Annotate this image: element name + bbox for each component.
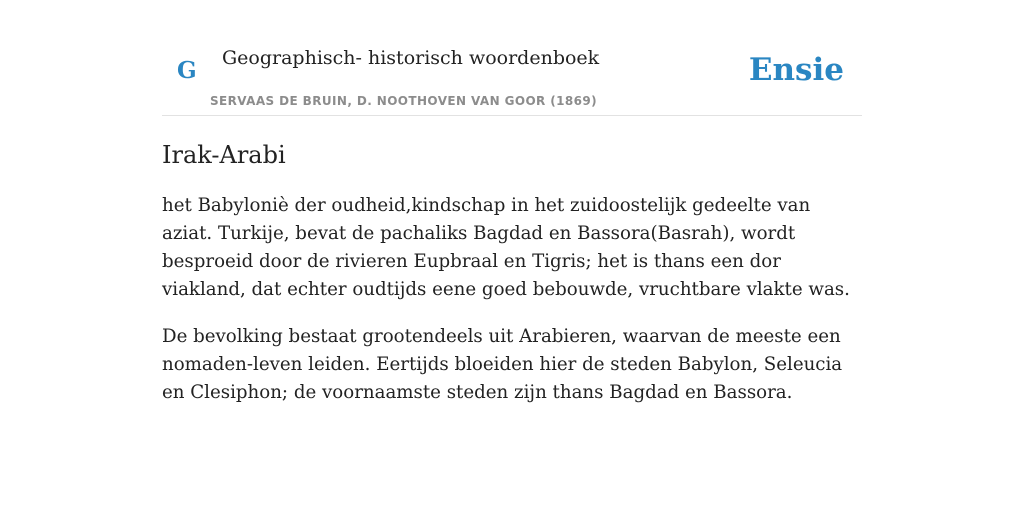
book-title[interactable]: Geographisch- historisch woordenboek bbox=[222, 47, 600, 69]
entry-title: Irak-Arabi bbox=[162, 141, 286, 169]
book-authors: SERVAAS DE BRUIN, D. NOOTHOVEN VAN GOOR (1869) bbox=[210, 94, 598, 108]
entry-body bbox=[162, 192, 862, 426]
book-letter-icon[interactable]: G bbox=[177, 57, 197, 84]
entry-paragraph: het Babyloniè der oudheid,kindschap in het zuidoostelijk gedeelte van aziat. Turkije, bevat de pachaliks Bagdad en Bassora(Basrah), wordt besproeid door de rivieren Eupbraal en Tigris; het is thans een dor viakland, dat echter oudtijds eene goed bebouwde, vruchtbare vlakte was. bbox=[162, 195, 850, 300]
entry-paragraph: De bevolking bestaat grootendeels uit Arabieren, waarvan de meeste een nomaden-leven leiden. Eertijds bloeiden hier de steden Babylon, Seleucia en Clesiphon; de voornaamste steden zijn thans Bagdad en Bassora. bbox=[162, 326, 843, 403]
book-header bbox=[162, 0, 862, 116]
ensie-logo[interactable]: Ensie bbox=[748, 52, 844, 88]
page bbox=[162, 0, 862, 512]
